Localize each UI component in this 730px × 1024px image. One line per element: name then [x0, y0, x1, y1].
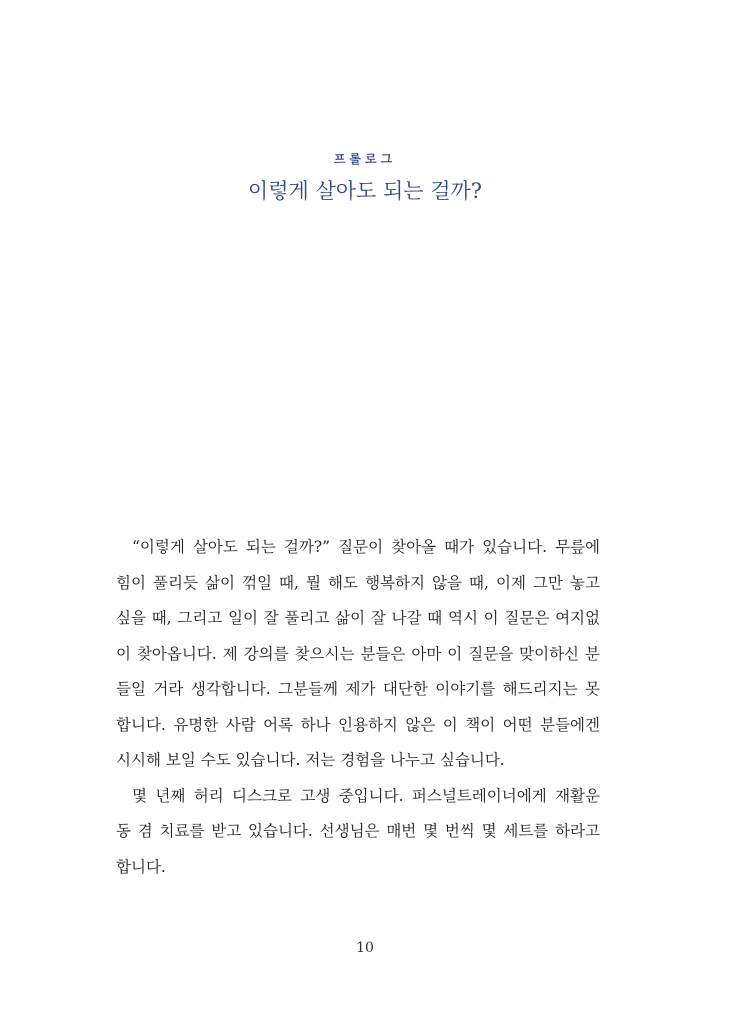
chapter-label: 프롤로그: [333, 152, 397, 166]
body-text: [100, 530, 600, 885]
paragraph-1: [100, 530, 600, 779]
chapter-title: 이렇게 살아도 되는 걸까?: [247, 179, 483, 203]
text-line: 이 찾아옵니다. 제 강의를 찾으시는 분들은 아마 이 질문을 맞이하신 분: [116, 644, 600, 663]
text-line: 시시해 보일 수도 있습니다. 저는 경험을 나누고 싶습니다.: [116, 751, 505, 769]
text-line: 몇 년째 허리 디스크로 고생 중입니다. 퍼스널트레이너에게 재활운: [132, 786, 600, 805]
text-line: 합니다.: [116, 857, 166, 876]
page-number: 10: [356, 940, 374, 956]
text-line: 합니다. 유명한 사람 어록 하나 인용하지 않은 이 책이 어떤 분들에겐: [116, 715, 600, 734]
paragraph-2: [100, 779, 600, 886]
text-line: 싶을 때, 그리고 일이 잘 풀리고 삶이 잘 나갈 때 역시 이 질문은 여지없: [116, 609, 600, 627]
text-line: “이렇게 살아도 되는 걸까?” 질문이 찾아올 때가 있습니다. 무릎에: [132, 538, 600, 556]
text-line: 들일 거라 생각합니다. 그분들께 제가 대단한 이야기를 해드리지는 못: [116, 680, 600, 698]
text-line: 힘이 풀리듯 삶이 꺾일 때, 뭘 해도 행복하지 않을 때, 이제 그만 놓고: [116, 573, 600, 592]
text-line: 동 겸 치료를 받고 있습니다. 선생님은 매번 몇 번씩 몇 세트를 하라고: [116, 822, 600, 840]
